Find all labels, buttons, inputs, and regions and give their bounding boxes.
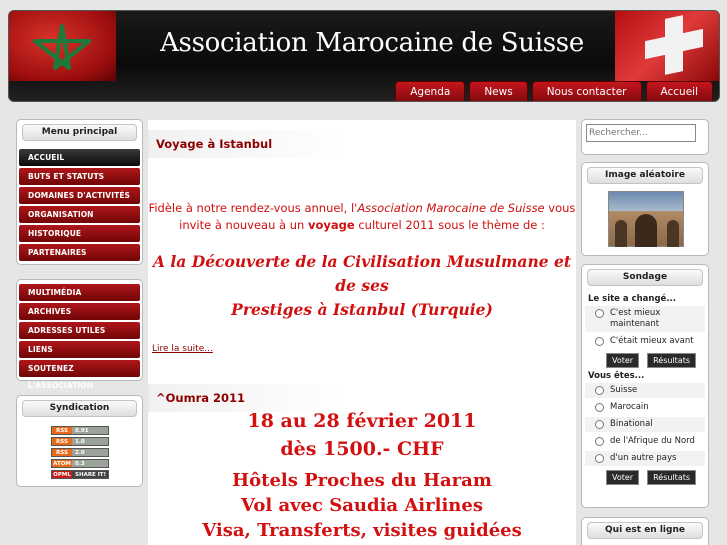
poll2-option-autre-pays[interactable]: d'un autre pays [585,451,705,466]
radio-button[interactable] [595,403,604,412]
menu-item-partenaires[interactable]: PARTENAIRES [19,244,140,261]
poll1-option-mieux-maintenant[interactable]: C'est mieux maintenant [585,306,705,332]
opml-feed-link[interactable]: OPML SHARE IT! [51,470,109,479]
menu-item-historique[interactable]: HISTORIQUE [19,225,140,242]
oumra-hotels: Hôtels Proches du Haram [232,470,492,491]
menu-item-archives[interactable]: ARCHIVES [19,303,140,320]
menu-item-buts-statuts[interactable]: BUTS ET STATUTS [19,168,140,185]
radio-button[interactable] [595,337,604,346]
menu-item-liens[interactable]: LIENS [19,341,140,358]
search-input[interactable] [586,124,696,142]
menu-item-organisation[interactable]: ORGANISATION [19,206,140,223]
article-intro: Fidèle à notre rendez-vous annuel, l'Association Marocaine de Suisse vous invite à nouveau à un voyage culturel 2011 sous le thème de : [148,201,576,232]
random-image-title: Image aléatoire [587,167,703,184]
nav-agenda[interactable]: Agenda [395,81,465,102]
rss-10-feed-link[interactable]: RSS 1.0 [51,437,109,446]
menu-item-domaines[interactable]: DOMAINES D'ACTIVITÉS [19,187,140,204]
radio-button[interactable] [595,386,604,395]
article-title-istanbul[interactable]: Voyage à Istanbul [156,137,273,151]
search-box [581,119,709,155]
radio-button[interactable] [595,437,604,446]
radio-button[interactable] [595,454,604,463]
poll-box [581,264,709,508]
poll1-results-button[interactable]: Résultats [647,353,696,368]
article-theme: A la Découverte de la Civilisation Musulmane et de ses Prestiges à Istanbul (Turquie) [153,252,571,319]
menu-item-accueil[interactable]: ACCUEIL [19,149,140,166]
morocco-flag-image [9,11,116,81]
site-header [8,10,720,102]
poll2-option-binational[interactable]: Binational [585,417,705,432]
poll2-option-marocain[interactable]: Marocain [585,400,705,415]
poll-title: Sondage [587,269,703,286]
swiss-flag-image [615,11,719,81]
nav-home[interactable]: Accueil [646,81,714,102]
rss-20-feed-link[interactable]: RSS 2.0 [51,448,109,457]
menu-item-soutenez[interactable]: SOUTENEZ L'ASSOCIATION [19,360,140,377]
poll1-vote-button[interactable]: Voter [606,353,639,368]
article-title-oumra[interactable]: ^Oumra 2011 [156,391,246,405]
site-title: Association Marocaine de Suisse [160,28,584,58]
random-image[interactable] [608,191,684,247]
main-menu-title: Menu principal [22,124,137,141]
main-menu-box [16,119,143,265]
random-image-box [581,162,709,256]
oumra-dates: 18 au 28 février 2011 [247,410,477,432]
nav-contact[interactable]: Nous contacter [532,81,642,102]
main-content [148,120,576,545]
menu-item-adresses[interactable]: ADRESSES UTILES [19,322,140,339]
menu-item-multimedia[interactable]: MULTIMÉDIA [19,284,140,301]
oumra-price: dès 1500.- CHF [280,438,444,460]
poll2-results-button[interactable]: Résultats [647,470,696,485]
radio-button[interactable] [595,420,604,429]
top-navigation [395,81,713,102]
atom-feed-link[interactable]: ATOM 0.3 [51,459,109,468]
poll2-option-afrique-nord[interactable]: de l'Afrique du Nord [585,434,705,449]
radio-button[interactable] [595,309,604,318]
secondary-menu-box [16,279,143,390]
oumra-visa: Visa, Transferts, visites guidées [202,520,522,541]
poll2-question: Vous êtes... [588,371,645,381]
poll1-option-mieux-avant[interactable]: C'était mieux avant [585,334,705,349]
poll1-question: Le site a changé... [588,294,677,304]
oumra-flight: Vol avec Saudia Airlines [241,495,483,516]
syndication-title: Syndication [22,400,137,417]
syndication-box [16,395,143,487]
poll2-option-suisse[interactable]: Suisse [585,383,705,398]
nav-news[interactable]: News [469,81,527,102]
read-more-link[interactable]: Lire la suite... [152,344,213,354]
who-online-title: Qui est en ligne [587,522,703,539]
rss-091-feed-link[interactable]: RSS 0.91 [51,426,109,435]
poll2-vote-button[interactable]: Voter [606,470,639,485]
who-online-box [581,517,709,545]
star-icon [31,23,93,73]
